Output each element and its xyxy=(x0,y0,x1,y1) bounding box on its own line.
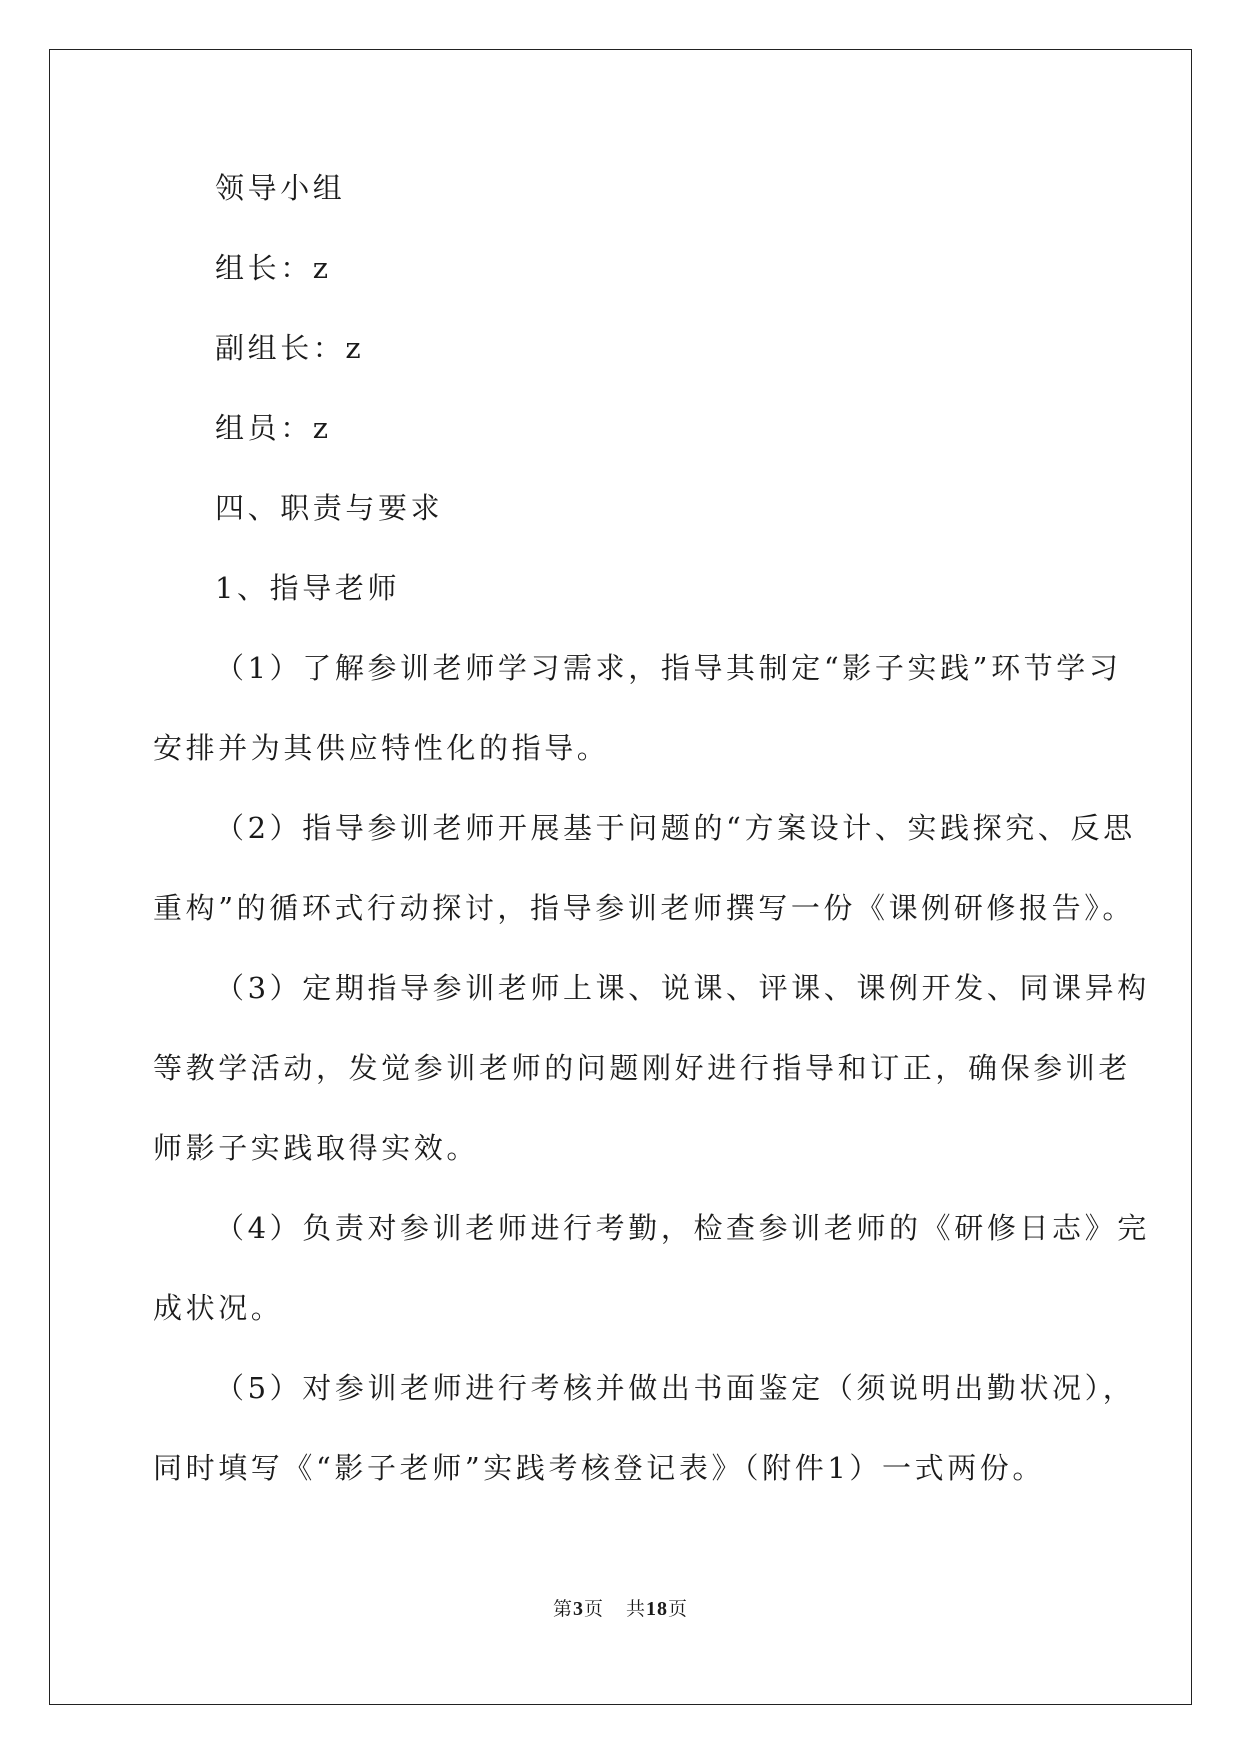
paragraph-line: （4）负责对参训老师进行考勤，检查参训老师的《研修日志》完 xyxy=(215,1211,1150,1245)
paragraph-line: （2）指导参训老师开展基于问题的“方案设计、实践探究、反思 xyxy=(215,811,1136,845)
deputy-leader-line: 副组长：z xyxy=(215,331,365,365)
paragraph-line: 成状况。 xyxy=(153,1291,284,1325)
heading-leadership-group: 领导小组 xyxy=(215,171,346,205)
paragraph-line: 师影子实践取得实效。 xyxy=(153,1131,480,1165)
footer-total-prefix: 共 xyxy=(626,1598,647,1620)
page-footer xyxy=(0,1597,1241,1621)
footer-page-prefix: 第 xyxy=(552,1598,573,1620)
paragraph-line: 安排并为其供应特性化的指导。 xyxy=(153,731,610,765)
paragraph-line: 同时填写《“影子老师”实践考核登记表》（附件1）一式两份。 xyxy=(153,1451,1046,1485)
paragraph-line: 等教学活动，发觉参训老师的问题刚好进行指导和订正，确保参训老 xyxy=(153,1051,1132,1085)
paragraph-line: （1）了解参训老师学习需求，指导其制定“影子实践”环节学习 xyxy=(215,651,1122,685)
paragraph-line: （3）定期指导参训老师上课、说课、评课、课例开发、同课异构 xyxy=(215,971,1150,1005)
paragraph-line: 重构”的循环式行动探讨，指导参训老师撰写一份《课例研修报告》。 xyxy=(153,891,1135,925)
footer-total-pages: 18 xyxy=(646,1598,669,1620)
group-leader-line: 组长：z xyxy=(215,251,332,285)
subheading-mentor: 1、指导老师 xyxy=(215,571,401,605)
footer-page-number: 3 xyxy=(572,1598,584,1620)
footer-total-suffix: 页 xyxy=(668,1598,689,1620)
footer-page-suffix: 页 xyxy=(583,1598,604,1620)
section-heading-duties: 四、职责与要求 xyxy=(215,491,444,525)
members-line: 组员：z xyxy=(215,411,332,445)
paragraph-line: （5）对参训老师进行考核并做出书面鉴定（须说明出勤状况）， xyxy=(215,1371,1136,1405)
